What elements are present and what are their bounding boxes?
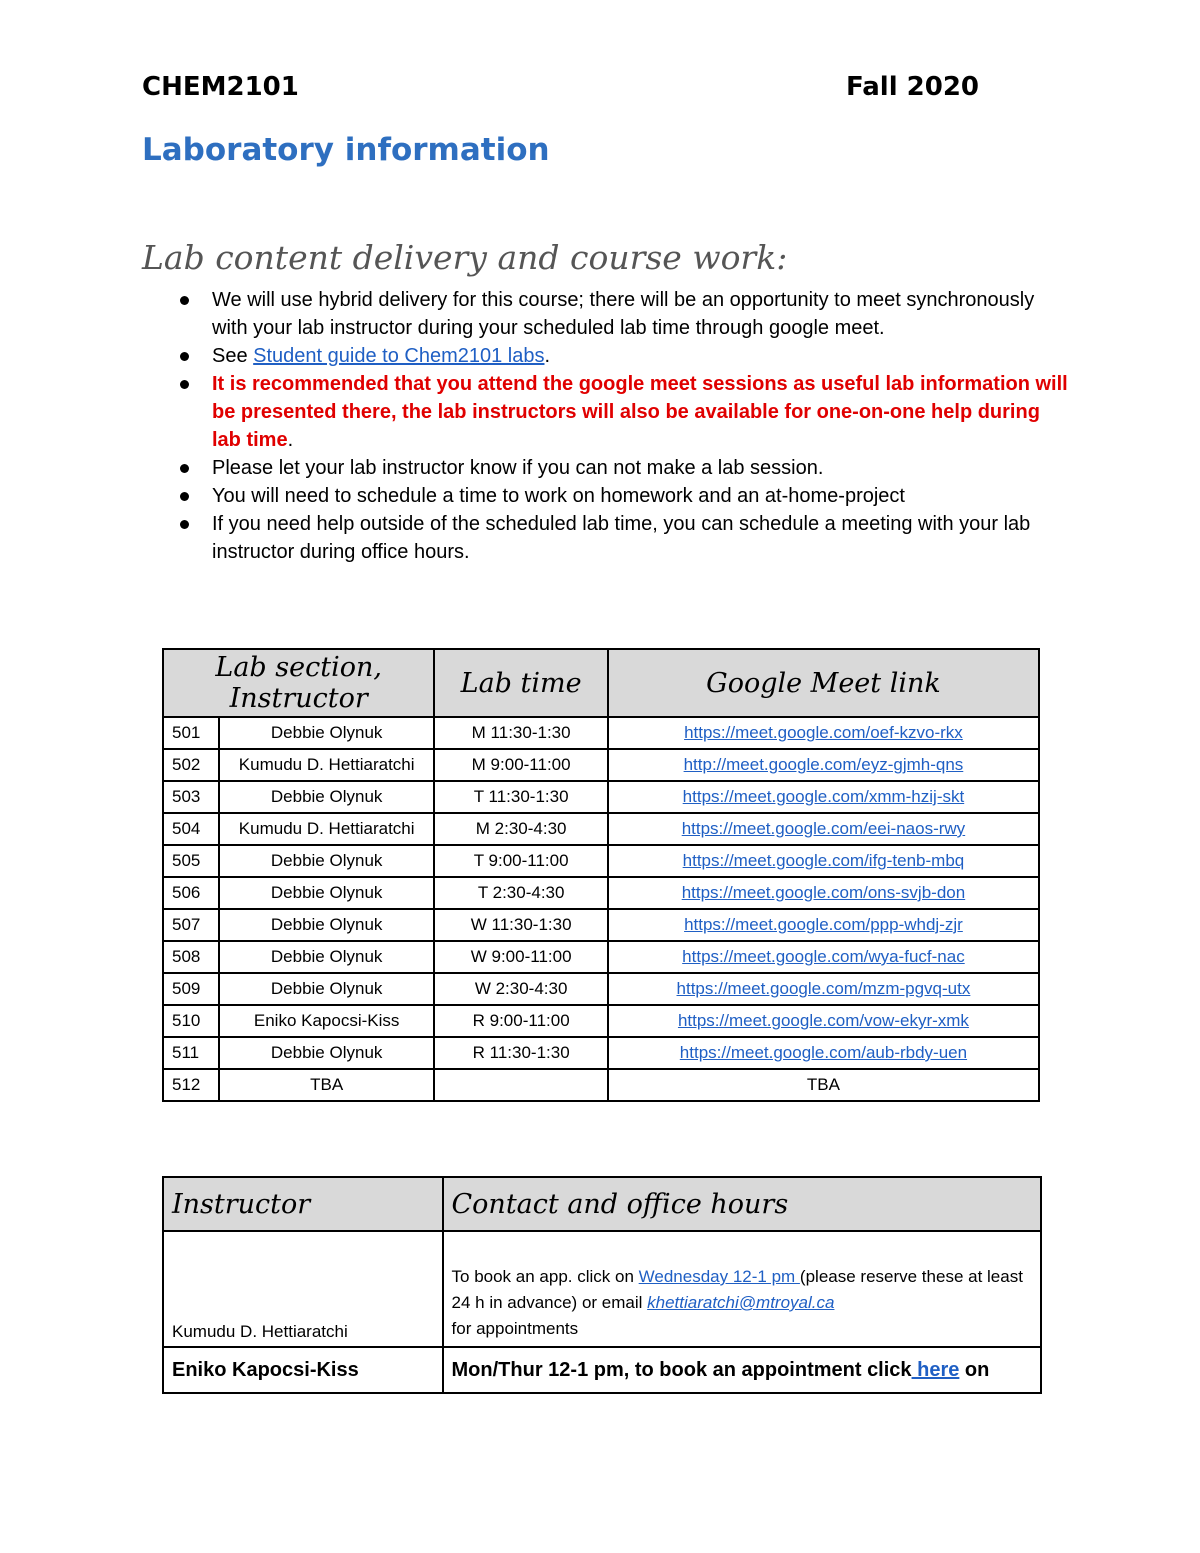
- header-lab-time: Lab time: [434, 649, 608, 717]
- section-number: 507: [163, 909, 219, 941]
- instructor-name: Debbie Olynuk: [219, 845, 434, 877]
- section-number: 504: [163, 813, 219, 845]
- meet-link[interactable]: https://meet.google.com/oef-kzvo-rkx: [684, 723, 963, 742]
- bullet-list: [170, 286, 1070, 566]
- email-link[interactable]: khettiaratchi@mtroyal.ca: [647, 1293, 835, 1312]
- lab-time: T 2:30-4:30: [434, 877, 608, 909]
- header-contact: Contact and office hours: [443, 1177, 1041, 1231]
- table-row: [163, 941, 1039, 973]
- lab-time: M 2:30-4:30: [434, 813, 608, 845]
- list-item: [170, 286, 1070, 342]
- lab-time: W 11:30-1:30: [434, 909, 608, 941]
- meet-link-cell: [608, 909, 1039, 941]
- section-number: 508: [163, 941, 219, 973]
- contact-text: for appointments: [451, 1319, 579, 1338]
- meet-link-cell: [608, 973, 1039, 1005]
- section-number: 512: [163, 1069, 219, 1101]
- bullet-text: You will need to schedule a time to work on homework and an at-home-project: [212, 485, 905, 507]
- contact-cell: [443, 1347, 1041, 1393]
- table-header-row: [163, 649, 1039, 717]
- contact-text: Mon/Thur 12-1 pm, to book an appointment click: [451, 1358, 912, 1381]
- bullet-dot-icon: [180, 464, 189, 473]
- term: Fall 2020: [846, 72, 980, 102]
- meet-link[interactable]: https://meet.google.com/aub-rbdy-uen: [679, 1043, 968, 1062]
- bullet-dot-icon: [180, 520, 189, 529]
- table-row: [163, 1231, 1041, 1347]
- table-row: [163, 877, 1039, 909]
- section-number: 511: [163, 1037, 219, 1069]
- instructor-name: Eniko Kapocsi-Kiss: [219, 1005, 434, 1037]
- table-row: [163, 813, 1039, 845]
- table-row: [163, 909, 1039, 941]
- bullet-text: If you need help outside of the scheduled lab time, you can schedule a meeting with your lab instructor during office hours.: [212, 513, 1031, 563]
- lab-time: M 9:00-11:00: [434, 749, 608, 781]
- table-row: [163, 973, 1039, 1005]
- meet-link-cell: [608, 749, 1039, 781]
- meet-link[interactable]: https://meet.google.com/wya-fucf-nac: [682, 947, 965, 966]
- meet-link[interactable]: https://meet.google.com/vow-ekyr-xmk: [677, 1011, 969, 1030]
- bullet-dot-icon: [180, 380, 189, 389]
- contact-text: To book an app. click on: [451, 1267, 639, 1286]
- lab-time: W 2:30-4:30: [434, 973, 608, 1005]
- bullet-dot-icon: [180, 492, 189, 501]
- section-number: 506: [163, 877, 219, 909]
- header-meet-link: Google Meet link: [608, 649, 1039, 717]
- bullet-text: .: [287, 429, 294, 451]
- table-row: [163, 845, 1039, 877]
- instructor-name: Debbie Olynuk: [219, 877, 434, 909]
- list-item: [170, 454, 1070, 482]
- here-link[interactable]: here: [911, 1358, 960, 1381]
- instructor-name: Debbie Olynuk: [219, 909, 434, 941]
- lab-time: R 11:30-1:30: [434, 1037, 608, 1069]
- bullet-text: See: [212, 345, 254, 367]
- section-number: 509: [163, 973, 219, 1005]
- contact-cell: [443, 1231, 1041, 1347]
- meet-link-tba: TBA: [806, 1075, 840, 1094]
- meet-link-cell: [608, 845, 1039, 877]
- table-row: [163, 717, 1039, 749]
- bullet-dot-icon: [180, 296, 189, 305]
- student-guide-link[interactable]: Student guide to Chem2101 labs: [253, 345, 545, 367]
- bullet-text: Please let your lab instructor know if you can not make a lab session.: [212, 457, 824, 479]
- section-number: 505: [163, 845, 219, 877]
- meet-link-cell: [608, 813, 1039, 845]
- instructor-name: Kumudu D. Hettiaratchi: [219, 749, 434, 781]
- instructor-name: Debbie Olynuk: [219, 941, 434, 973]
- table-row: [163, 1037, 1039, 1069]
- meet-link-cell: [608, 1037, 1039, 1069]
- bullet-text: .: [544, 345, 551, 367]
- meet-link-cell: [608, 781, 1039, 813]
- table-row: [163, 1005, 1039, 1037]
- meet-link[interactable]: https://meet.google.com/ons-svjb-don: [681, 883, 966, 902]
- bullet-text-important: It is recommended that you attend the google meet sessions as useful lab information will be presented there, the lab instructors will also be available for one-on-one help during lab time: [212, 373, 1068, 451]
- lab-time: M 11:30-1:30: [434, 717, 608, 749]
- list-item: [170, 510, 1070, 566]
- lab-time: T 9:00-11:00: [434, 845, 608, 877]
- meet-link-cell: [608, 1005, 1039, 1037]
- section-number: 502: [163, 749, 219, 781]
- section-number: 503: [163, 781, 219, 813]
- instructor-name: Eniko Kapocsi-Kiss: [163, 1347, 443, 1393]
- booking-link[interactable]: Wednesday 12-1 pm: [638, 1267, 800, 1286]
- lab-schedule-table: [162, 648, 1040, 1102]
- meet-link-cell: [608, 1069, 1039, 1101]
- header-instructor: Instructor: [163, 1177, 443, 1231]
- section-number: 510: [163, 1005, 219, 1037]
- meet-link-cell: [608, 877, 1039, 909]
- lab-time: T 11:30-1:30: [434, 781, 608, 813]
- table-header-row: [163, 1177, 1041, 1231]
- meet-link[interactable]: https://meet.google.com/xmm-hzij-skt: [682, 787, 965, 806]
- bullet-text: We will use hybrid delivery for this course; there will be an opportunity to meet synchronously with your lab instructor during your scheduled lab time through google meet.: [212, 289, 1035, 339]
- meet-link[interactable]: https://meet.google.com/ppp-whdj-zjr: [684, 915, 963, 934]
- office-hours-table: [162, 1176, 1042, 1394]
- table-row: [163, 781, 1039, 813]
- meet-link[interactable]: http://meet.google.com/eyz-gjmh-qns: [683, 755, 964, 774]
- bullet-dot-icon: [180, 352, 189, 361]
- page-title: Laboratory information: [142, 132, 550, 168]
- list-item: [170, 482, 1070, 510]
- meet-link-cell: [608, 941, 1039, 973]
- contact-text: on: [959, 1358, 990, 1381]
- instructor-name: Debbie Olynuk: [219, 781, 434, 813]
- contact-text: (please reserve these at least 24 h in advance) or email: [451, 1267, 1023, 1312]
- lab-time: W 9:00-11:00: [434, 941, 608, 973]
- meet-link[interactable]: https://meet.google.com/ifg-tenb-mbq: [682, 851, 965, 870]
- table-row: [163, 1069, 1039, 1101]
- lab-time: [434, 1069, 608, 1101]
- section-number: 501: [163, 717, 219, 749]
- lab-time: R 9:00-11:00: [434, 1005, 608, 1037]
- instructor-name: TBA: [219, 1069, 434, 1101]
- course-code: CHEM2101: [142, 72, 299, 102]
- table-row: [163, 749, 1039, 781]
- meet-link[interactable]: https://meet.google.com/eei-naos-rwy: [681, 819, 966, 838]
- section-heading: Lab content delivery and course work:: [142, 238, 788, 277]
- header-lab-section: Lab section, Instructor: [163, 649, 434, 717]
- instructor-name: Kumudu D. Hettiaratchi: [219, 813, 434, 845]
- table-row: [163, 1347, 1041, 1393]
- instructor-name: Kumudu D. Hettiaratchi: [163, 1231, 443, 1347]
- list-item: [170, 370, 1070, 454]
- meet-link[interactable]: https://meet.google.com/mzm-pgvq-utx: [676, 979, 971, 998]
- list-item: [170, 342, 1070, 370]
- instructor-name: Debbie Olynuk: [219, 717, 434, 749]
- meet-link-cell: [608, 717, 1039, 749]
- instructor-name: Debbie Olynuk: [219, 973, 434, 1005]
- instructor-name: Debbie Olynuk: [219, 1037, 434, 1069]
